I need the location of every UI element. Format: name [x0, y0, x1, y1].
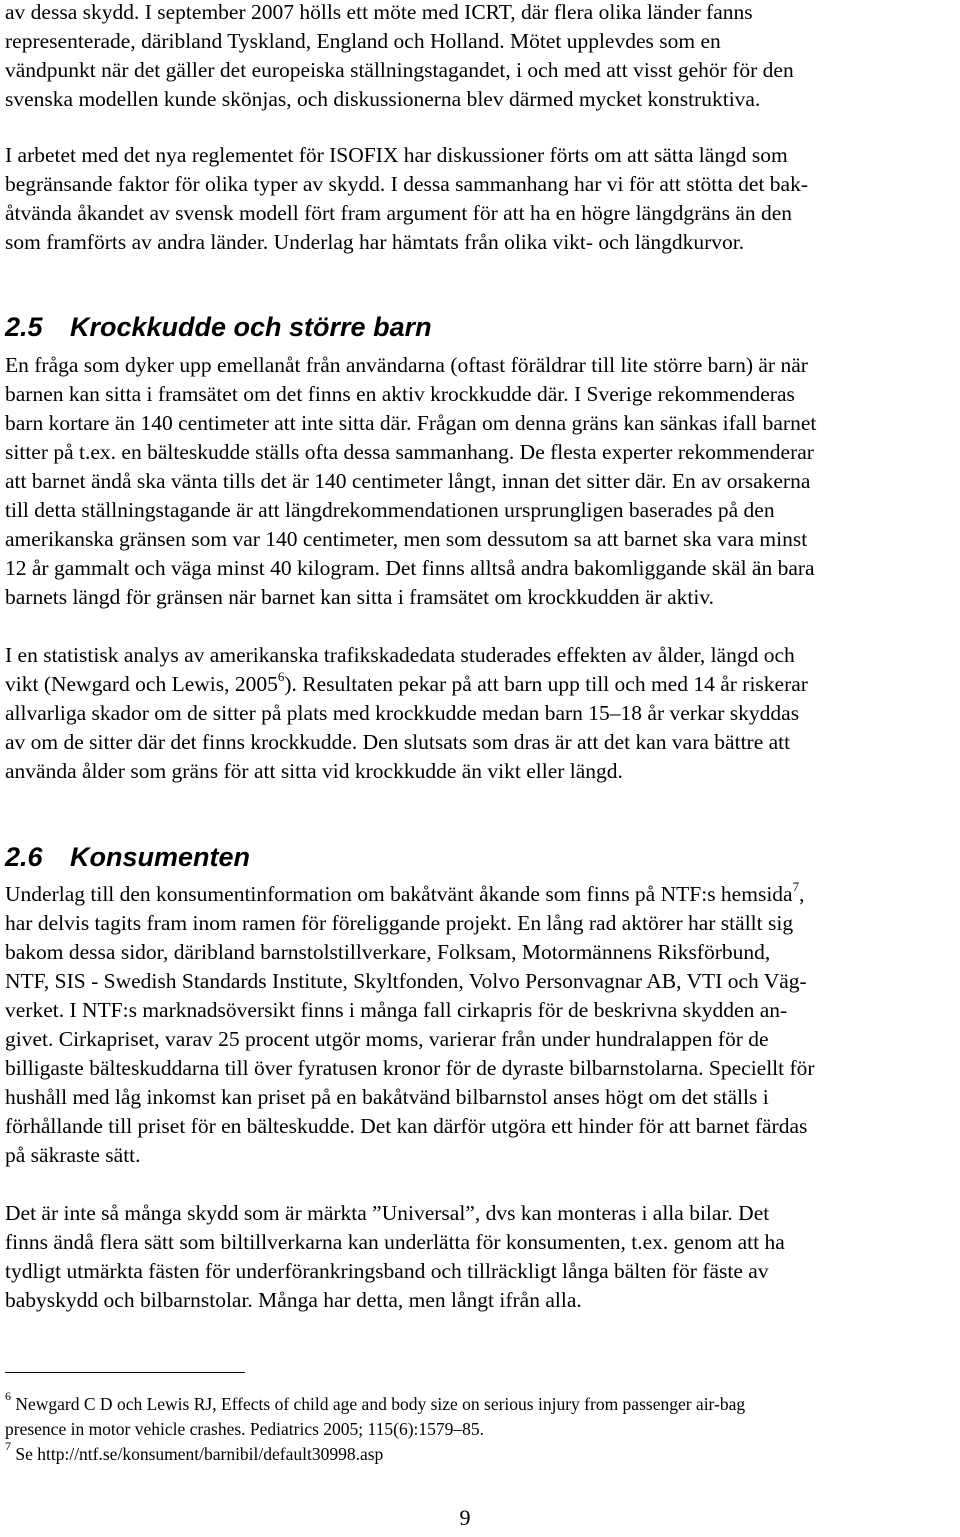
section-number: 2.6: [5, 842, 43, 872]
page-number: 9: [459, 1505, 471, 1530]
text-line: av om de sitter där det finns krockkudde. Den slutsats som dras är att det kan vara bättre att: [5, 730, 791, 754]
text-line: barnets längd för gränsen när barnet kan sitta i framsätet om krockkudden är aktiv.: [5, 585, 715, 609]
section-number: 2.5: [5, 312, 43, 342]
section-2-6-paragraph-2: [5, 1199, 955, 1315]
text-line: 12 år gammalt och väga minst 40 kilogram. Det finns alltså andra bakomliggande skäl än bara: [5, 556, 815, 580]
text-line: använda ålder som gräns för att sitta vid krockkudde än vikt eller längd.: [5, 759, 623, 783]
footnote-6: [5, 1389, 955, 1417]
text-line: I en statistisk analys av amerikanska trafikskadedata studerades effekten av ålder, längd och: [5, 643, 795, 667]
footnote-6-continued: presence in motor vehicle crashes. Pediatrics 2005; 115(6):1579–85.: [5, 1419, 485, 1439]
section-heading-2-6: [5, 841, 250, 873]
footnote-marker: 7: [5, 1439, 11, 1454]
section-heading-2-5: [5, 311, 432, 343]
text-line: åtvända åkandet av svensk modell fört fram argument för att ha en högre längdgräns än den: [5, 201, 793, 225]
text-fragment: vikt (Newgard och Lewis, 2005: [5, 672, 278, 696]
text-line: allvarliga skador om de sitter på plats med krockkudde medan barn 15–18 år verkar skyddas: [5, 701, 800, 725]
section-title: Krockkudde och större barn: [70, 312, 432, 342]
footnote-reference-6: 6: [277, 668, 285, 684]
text-line: som framförts av andra länder. Underlag har hämtats från olika vikt- och längdkurvor.: [5, 230, 745, 254]
text-line: I arbetet med det nya reglementet för ISOFIX har diskussioner förts om att sätta längd som: [5, 143, 788, 167]
text-line: hushåll med låg inkomst kan priset på en bakåtvänd bilbarnstol anses högt om det ställs i: [5, 1085, 769, 1109]
footnote-text: Newgard C D och Lewis RJ, Effects of child age and body size on serious injury from passenger air-bag: [11, 1394, 746, 1414]
text-line: Det är inte så många skydd som är märkta ”Universal”, dvs kan monteras i alla bilar. Det: [5, 1201, 770, 1225]
text-line: förhållande till priset för en bälteskudde. Det kan därför utgöra ett hinder för att barnet färdas: [5, 1114, 808, 1138]
text-line: billigaste bälteskuddarna till över fyratusen kronor för de dyraste bilbarnstolarna. Speciellt för: [5, 1056, 815, 1080]
text-line: representerade, däribland Tyskland, England och Holland. Mötet upplevdes som en: [5, 29, 721, 53]
isofix-paragraph: [5, 141, 955, 257]
text-line: givet. Cirkapriset, varav 25 procent utgör moms, varierar från under hundralappen för de: [5, 1027, 769, 1051]
footnote-text: Se http://ntf.se/konsument/barnibil/default30998.asp: [11, 1444, 384, 1464]
text-fragment: Underlag till den konsumentinformation om bakåtvänt åkande som finns på NTF:s hemsida: [5, 882, 793, 906]
footnote-7: [5, 1439, 955, 1467]
section-2-5-paragraph-2: [5, 641, 955, 786]
text-line: tydligt utmärkta fästen för underförankringsband och tillräckligt långa bälten för fäste av: [5, 1259, 769, 1283]
intro-paragraph: [5, 0, 955, 114]
footnotes: [5, 1389, 955, 1467]
text-line: [5, 670, 955, 699]
text-line: [5, 880, 955, 909]
text-line: barn kortare än 140 centimeter att inte sitta där. Frågan om denna gräns kan sänkas ifall barnet: [5, 411, 817, 435]
text-line: att barnet ändå ska vänta tills det är 140 centimeter långt, innan det sitter där. En av orsakerna: [5, 469, 811, 493]
section-2-5-paragraph-1: [5, 351, 955, 612]
text-line: sitter på t.ex. en bälteskudde ställs ofta dessa sammanhang. De flesta experter rekommenderar: [5, 440, 814, 464]
text-fragment: ). Resultaten pekar på att barn upp till och med 14 år riskerar: [284, 672, 808, 696]
text-line: bakom dessa sidor, däribland barnstolstillverkare, Folksam, Motormännens Riksförbund,: [5, 940, 771, 964]
footnote-marker: 6: [5, 1389, 11, 1404]
text-line: vändpunkt när det gäller det europeiska ställningstagandet, i och med att visst gehör för den: [5, 58, 794, 82]
text-line: begränsande faktor för olika typer av skydd. I dessa sammanhang har vi för att stötta det bak-: [5, 172, 809, 196]
text-line: av dessa skydd. I september 2007 hölls ett möte med ICRT, där flera olika länder fanns: [5, 0, 753, 24]
text-line: amerikanska gränsen som var 140 centimeter, men som dessutom sa att barnet ska vara minst: [5, 527, 808, 551]
text-line: har delvis tagits fram inom ramen för föreliggande projekt. En lång rad aktörer har ställt sig: [5, 911, 794, 935]
text-line: finns ändå flera sätt som biltillverkarna kan underlätta för konsumenten, t.ex. genom att ha: [5, 1230, 785, 1254]
text-line: NTF, SIS - Swedish Standards Institute, Skyltfonden, Volvo Personvagnar AB, VTI och Väg-: [5, 969, 807, 993]
section-title: Konsumenten: [70, 842, 251, 872]
text-line: verket. I NTF:s marknadsöversikt finns i många fall cirkapris för de beskrivna skydden an-: [5, 998, 788, 1022]
footnote-reference-7: 7: [792, 878, 800, 894]
footnote-separator: [5, 1372, 245, 1373]
text-line: på säkraste sätt.: [5, 1143, 141, 1167]
text-line: barnen kan sitta i framsätet om det finns en aktiv krockkudde där. I Sverige rekommenderas: [5, 382, 795, 406]
text-line: till detta ställningstagande är att längdrekommendationen ursprungligen baserades på den: [5, 498, 775, 522]
text-line: svenska modellen kunde skönjas, och diskussionerna blev därmed mycket konstruktiva.: [5, 87, 761, 111]
text-fragment: ,: [799, 882, 805, 906]
text-line: babyskydd och bilbarnstolar. Många har detta, men långt ifrån alla.: [5, 1288, 582, 1312]
text-line: En fråga som dyker upp emellanåt från användarna (oftast föräldrar till lite större barn) är när: [5, 353, 808, 377]
section-2-6-paragraph-1: [5, 880, 955, 1170]
